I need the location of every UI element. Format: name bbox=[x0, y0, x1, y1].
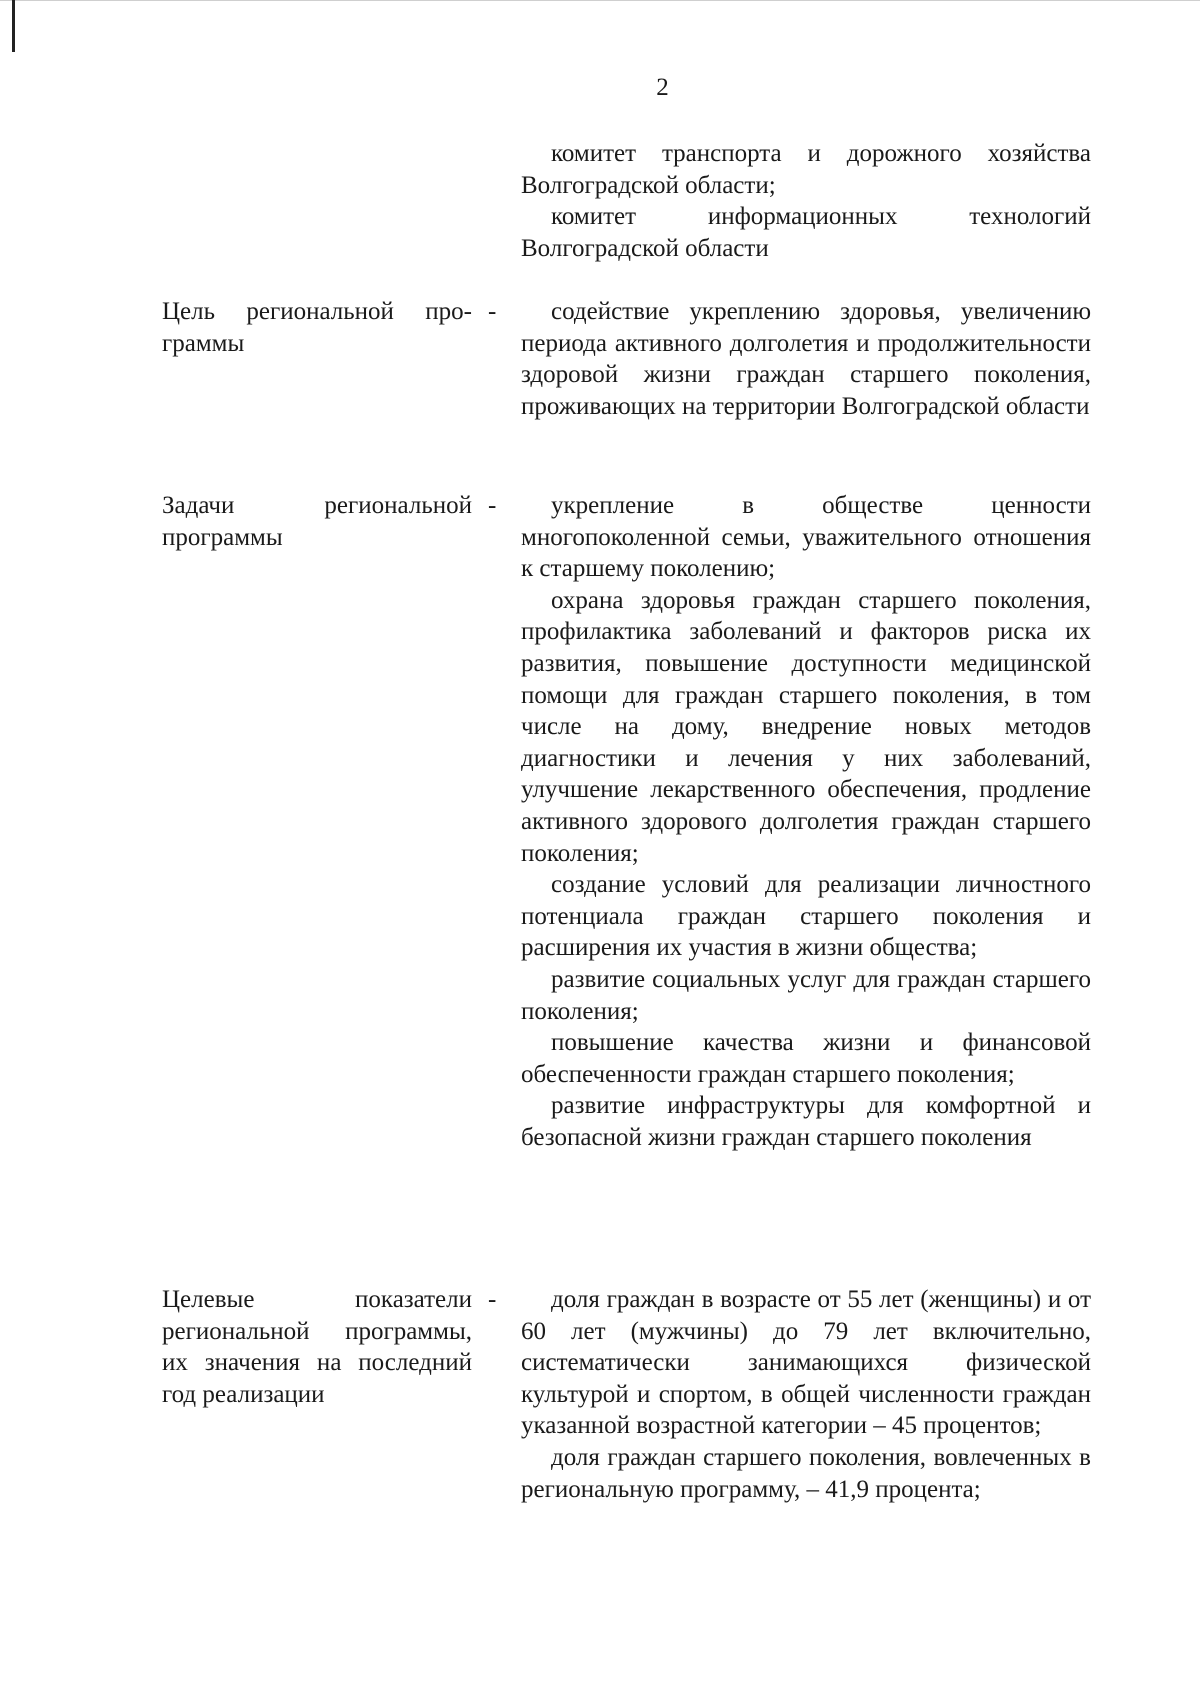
indicators-paragraph-2: доля граждан старшего поколения, вовлеченных в региональную программу, – 41,9 процента; bbox=[521, 1443, 1091, 1503]
goal-label bbox=[162, 296, 472, 359]
indicators-label bbox=[162, 1284, 472, 1410]
goal-content bbox=[521, 296, 1091, 422]
goal-label-line-2: граммы bbox=[162, 329, 245, 357]
indicators-dash: - bbox=[488, 1286, 497, 1313]
top-block-paragraph-2: комитет информационных технологий Волгоградской области bbox=[521, 203, 1091, 262]
tasks-label bbox=[162, 490, 472, 553]
tasks-paragraph-3: создание условий для реализации личностного потенциала граждан старшего поколения и расширения их участия в жизни общества; bbox=[521, 871, 1091, 962]
goal-dash: - bbox=[488, 298, 497, 325]
indicators-content bbox=[521, 1284, 1091, 1505]
indicators-label-line-3: их значения на последний bbox=[162, 1349, 472, 1377]
tasks-paragraph-6: развитие инфраструктуры для комфортной и безопасной жизни граждан старшего поколения bbox=[521, 1092, 1091, 1151]
indicators-label-line-2: региональной программы, bbox=[162, 1317, 472, 1345]
scan-edge-left bbox=[12, 0, 15, 52]
tasks-label-line-1: Задачи региональной bbox=[162, 492, 472, 519]
page-number: 2 bbox=[656, 74, 669, 101]
goal-paragraph-1: содействие укреплению здоровья, увеличению периода активного долголетия и продолжительности здоровой жизни граждан старшего поколения, проживающих на территории Волгоградской области bbox=[521, 298, 1091, 420]
top-block-paragraph-1: комитет транспорта и дорожного хозяйства Волгоградской области; bbox=[521, 140, 1091, 199]
tasks-paragraph-2: охрана здоровья граждан старшего поколения, профилактика заболеваний и факторов риска их развития, повышение доступности медицинской помощи для граждан старшего поколения, в том числе на дому, внедрение новых методов диагностики и лечения у них заболеваний, улучшение лекарственного обеспечения, продление активного здорового долголетия граждан старшего поколения; bbox=[521, 586, 1091, 867]
tasks-paragraph-4: развитие социальных услуг для граждан старшего поколения; bbox=[521, 965, 1091, 1025]
top-block-content bbox=[521, 138, 1091, 264]
tasks-paragraph-1: укрепление в обществе ценности многопоколенной семьи, уважительного отношения к старшему поколению; bbox=[521, 492, 1091, 583]
tasks-content bbox=[521, 490, 1091, 1153]
indicators-label-line-4: год реализации bbox=[162, 1380, 325, 1408]
indicators-paragraph-1: доля граждан в возрасте от 55 лет (женщины) и от 60 лет (мужчины) до 79 лет включительно, систематически занимающихся физической культурой и спортом, в общей численности граждан указанной возрастной категории – 45 процентов; bbox=[521, 1286, 1091, 1440]
indicators-label-line-1: Целевые показатели bbox=[162, 1286, 472, 1313]
tasks-paragraph-5: повышение качества жизни и финансовой обеспеченности граждан старшего поколения; bbox=[521, 1029, 1091, 1088]
tasks-label-line-2: программы bbox=[162, 523, 283, 551]
scan-edge-top bbox=[0, 0, 1200, 1]
goal-label-line-1: Цель региональной про- bbox=[162, 298, 472, 325]
tasks-dash: - bbox=[488, 492, 497, 519]
